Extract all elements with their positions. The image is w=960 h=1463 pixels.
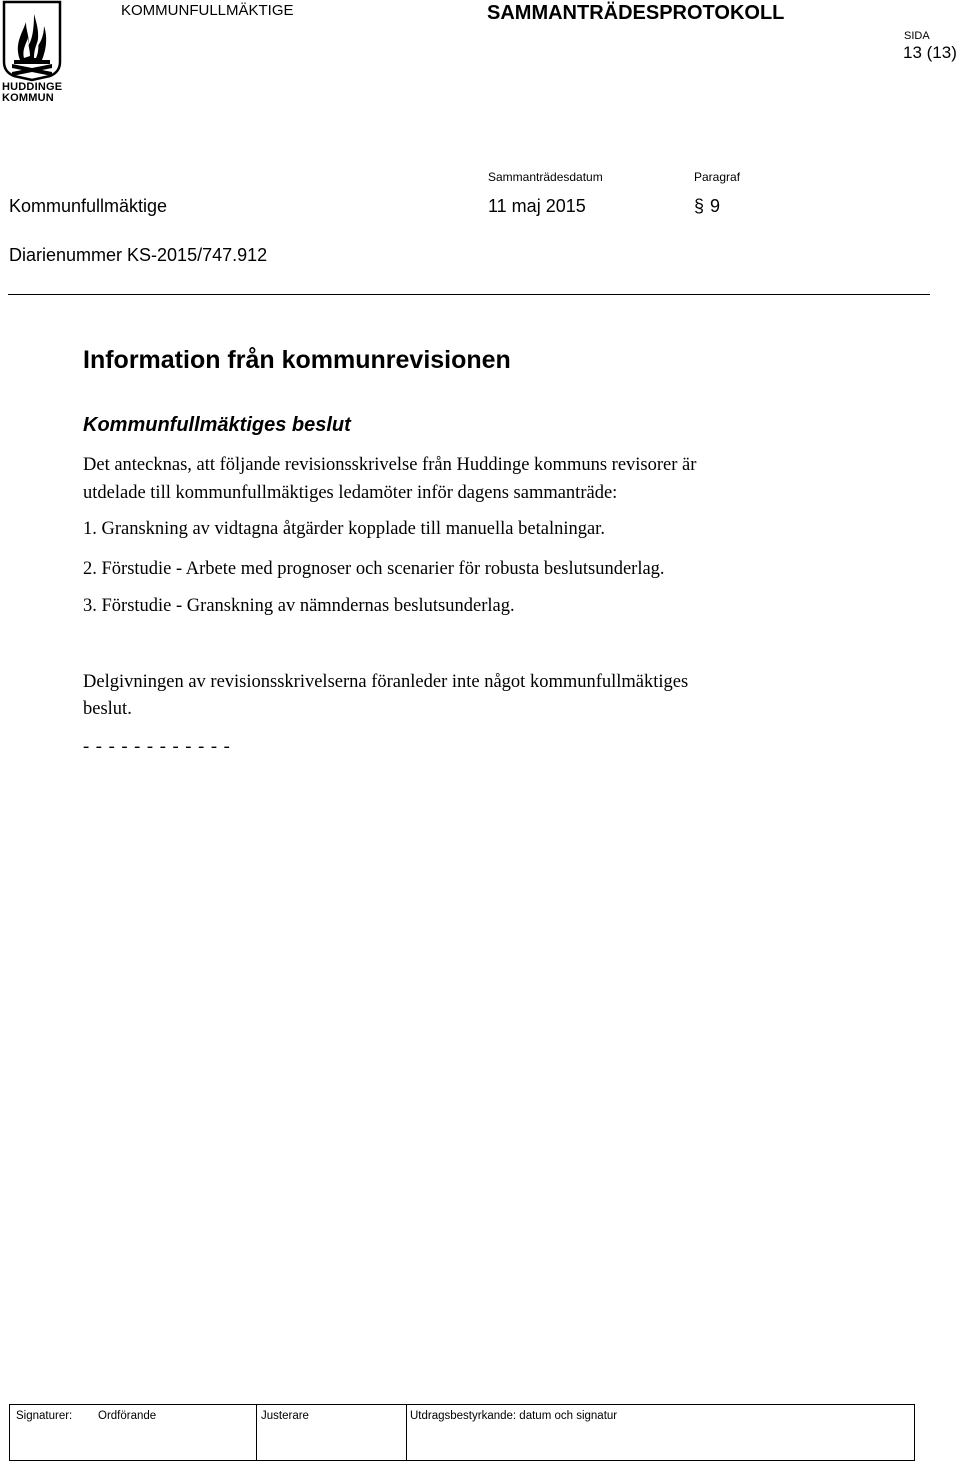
adjuster-label: Justerare [261, 1410, 309, 1422]
certifier-label: Utdragsbestyrkande: datum och signatur [410, 1410, 618, 1422]
certifier-cell [406, 1405, 914, 1460]
list-item: 3. Förstudie - Granskning av nämndernas beslutsunderlag. [83, 596, 515, 616]
paragraph-number: 9 [710, 196, 721, 216]
signatures-label: Signaturer: [16, 1410, 73, 1422]
end-dash-separator: - - - - - - - - - - - - [83, 737, 231, 757]
intro-text-line: utdelade till kommunfullmäktiges ledamöter inför dagens sammanträde: [83, 483, 618, 503]
signature-table [9, 1404, 915, 1461]
chairman-label: Ordförande [98, 1410, 157, 1422]
closing-text-line: beslut. [83, 699, 132, 719]
body-name: Kommunfullmäktige [9, 196, 168, 216]
page-number: 13 (13) [903, 43, 957, 62]
case-number: Diarienummer KS-2015/747.912 [9, 245, 268, 265]
header-divider [8, 294, 930, 295]
document-title: SAMMANTRÄDESPROTOKOLL [487, 2, 785, 24]
decision-heading: Kommunfullmäktiges beslut [83, 414, 351, 436]
paragraph-symbol: § [694, 196, 705, 216]
page-title: Information från kommunrevisionen [83, 346, 511, 374]
closing-text-line: Delgivningen av revisionsskrivelserna föranleder inte något kommunfullmäktiges [83, 672, 689, 692]
intro-text-line: Det antecknas, att följande revisionsskrivelse från Huddinge kommuns revisorer är [83, 455, 697, 475]
logo-text-line-2: KOMMUN [2, 92, 54, 104]
paragraph-label: Paragraf [694, 170, 741, 184]
list-item: 1. Granskning av vidtagna åtgärder kopplade till manuella betalningar. [83, 519, 605, 539]
huddinge-logo [0, 0, 64, 106]
logo-text-line-1: HUDDINGE [2, 81, 63, 93]
page-label: SIDA [904, 30, 930, 42]
list-item: 2. Förstudie - Arbete med prognoser och scenarier för robusta beslutsunderlag. [83, 559, 665, 579]
adjuster-cell [256, 1405, 406, 1460]
organization-name: KOMMUNFULLMÄKTIGE [121, 2, 294, 19]
meeting-date: 11 maj 2015 [488, 196, 586, 216]
meeting-date-label: Sammanträdesdatum [488, 170, 603, 184]
municipal-crest-icon [0, 0, 64, 82]
